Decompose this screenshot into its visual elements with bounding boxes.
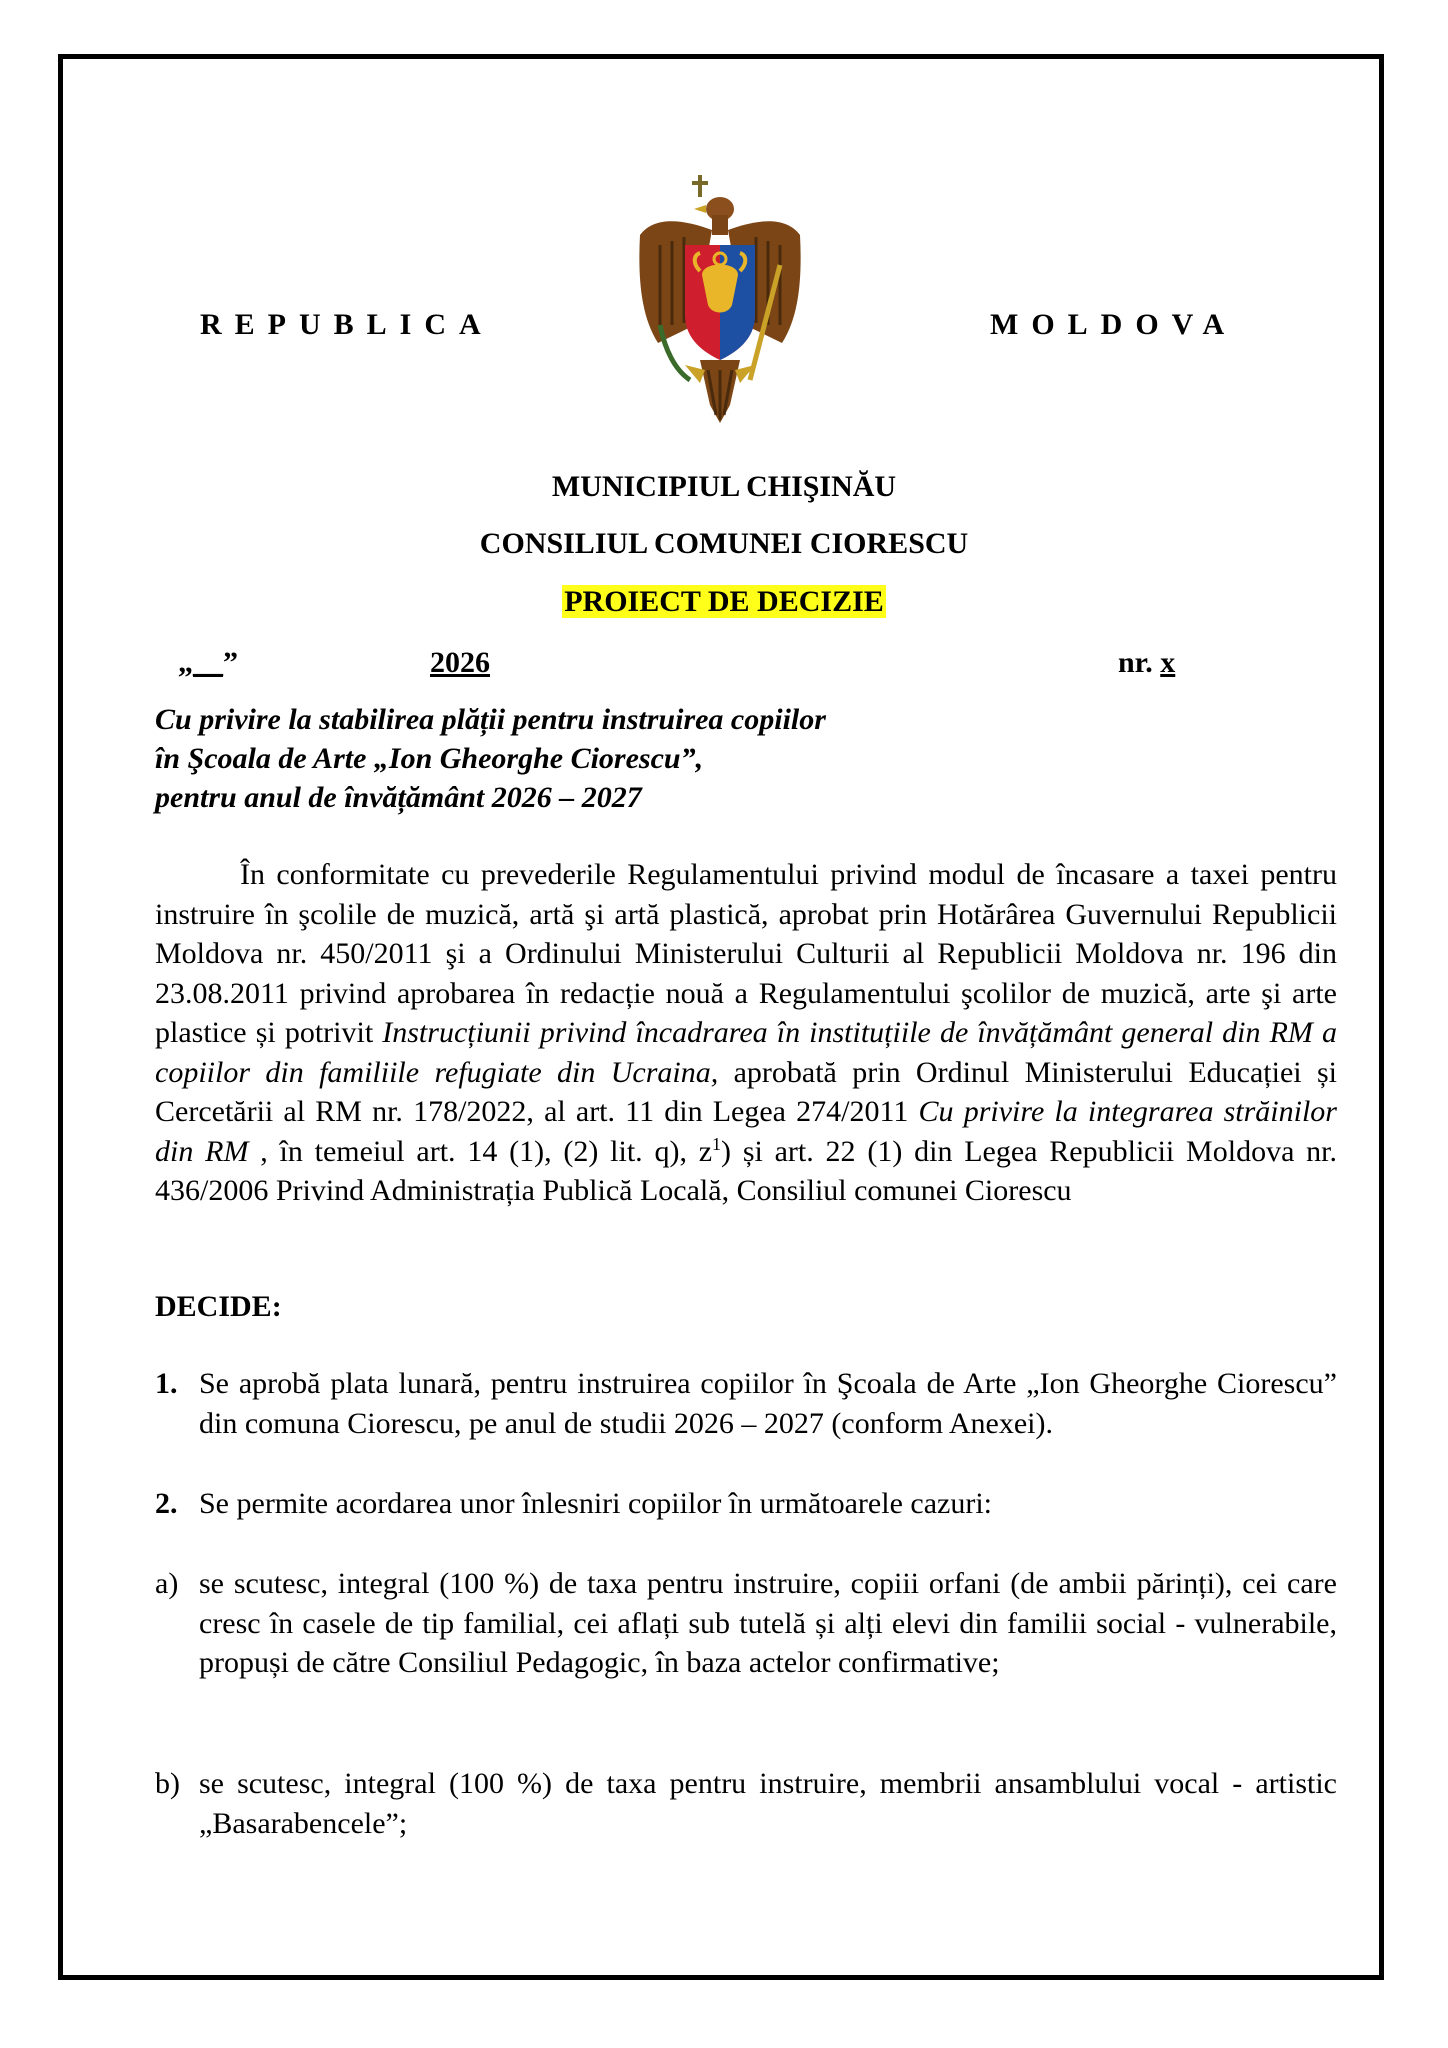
decision-number bbox=[1118, 646, 1175, 680]
subject-line-1: Cu privire la stabilirea plății pentru instruirea copiilor bbox=[155, 703, 826, 736]
item-text: se scutesc, integral (100 %) de taxa pentru instruire, copiii orfani (de ambii părinți), cei care cresc în casele de tip familial, cei aflați sub tutelă și alți elevi din familii social - vulnerabile, propuși de către Consiliul Pedagogic, în baza actelor confirmative; bbox=[199, 1567, 1337, 1679]
preamble-superscript: 1 bbox=[712, 1133, 722, 1154]
draft-decision-highlight: PROIECT DE DECIZIE bbox=[564, 585, 884, 618]
preamble-text-4: ) și art. 22 (1) din Legea Republicii Moldova nr. 436/2006 Privind Administrația Publică Locală, Consiliul comunei Ciorescu bbox=[155, 1134, 1338, 1207]
decide-heading: DECIDE: bbox=[155, 1290, 282, 1323]
draft-decision-label bbox=[0, 585, 1448, 619]
item-text: Se permite acordarea unor înlesniri copiilor în următoarele cazuri: bbox=[199, 1487, 992, 1520]
subject-line-2: în Şcoala de Arte „Ion Gheorghe Ciorescu”, bbox=[155, 742, 704, 775]
decision-item-a bbox=[155, 1564, 1337, 1683]
date-day: __ bbox=[193, 646, 223, 679]
decision-item-1 bbox=[155, 1364, 1337, 1443]
preamble-paragraph bbox=[155, 855, 1337, 1211]
decision-subject bbox=[155, 700, 955, 817]
header-moldova: MOLDOVA bbox=[990, 308, 1238, 341]
item-marker: a) bbox=[155, 1567, 179, 1600]
item-marker: b) bbox=[155, 1767, 180, 1800]
header-republica: REPUBLICA bbox=[200, 308, 494, 341]
preamble-text-2: aprobată prin Ordinul Ministerului Educației și Cercetării al RM nr. 178/2022, al art. 11 din Legea 274/2011 bbox=[155, 1055, 1337, 1128]
date-year: 2026 bbox=[430, 646, 490, 679]
preamble-law-title: Cu privire la integrarea străinilor din RM bbox=[155, 1095, 1337, 1168]
item-text: se scutesc, integral (100 %) de taxa pentru instruire, membrii ansamblului vocal - artistic „Basarabencele”; bbox=[199, 1767, 1337, 1840]
date-close-quote: ” bbox=[223, 646, 238, 679]
item-marker: 1. bbox=[155, 1367, 178, 1400]
subject-line-3: pentru anul de învățământ 2026 – 2027 bbox=[155, 781, 642, 814]
date-open-quote: „ bbox=[178, 646, 193, 679]
preamble-text-3: , în temeiul art. 14 (1), (2) lit. q), z bbox=[248, 1134, 713, 1168]
preamble-text-1: În conformitate cu prevederile Regulamentului privind modul de încasare a taxei pentru instruire în şcolile de muzică, artă şi artă plastică, aprobat prin Hotărârea Guvernului Republicii Moldova nr. 450/2011 şi a Ordinului Ministerului Culturii al Republicii Moldova nr. 196 din 23.08.2011 privind aprobarea în redacție nouă a Regulamentului şcolilor de muzică, arte şi arte plastice și potrivit bbox=[155, 858, 1337, 1049]
number-label: nr. bbox=[1118, 646, 1153, 679]
council-title: CONSILIUL COMUNEI CIORESCU bbox=[479, 527, 969, 560]
municipality-title: MUNICIPIUL CHIŞINĂU bbox=[551, 470, 897, 503]
coat-of-arms-icon bbox=[630, 175, 810, 425]
item-marker: 2. bbox=[155, 1487, 178, 1520]
number-value: x bbox=[1160, 646, 1176, 679]
decision-date bbox=[178, 646, 490, 680]
preamble-instruction-title: Instrucțiunii privind încadrarea în instituțiile de învățământ general din RM a copiilor din familiile refugiate din Ucraina, bbox=[155, 1016, 1338, 1089]
item-text: Se aprobă plata lunară, pentru instruirea copiilor în Şcoala de Arte „Ion Gheorghe Ciorescu” din comuna Ciorescu, pe anul de studii 2026 – 2027 (conform Anexei). bbox=[199, 1367, 1337, 1440]
decision-item-2 bbox=[155, 1484, 1337, 1524]
decision-item-b bbox=[155, 1764, 1337, 1843]
